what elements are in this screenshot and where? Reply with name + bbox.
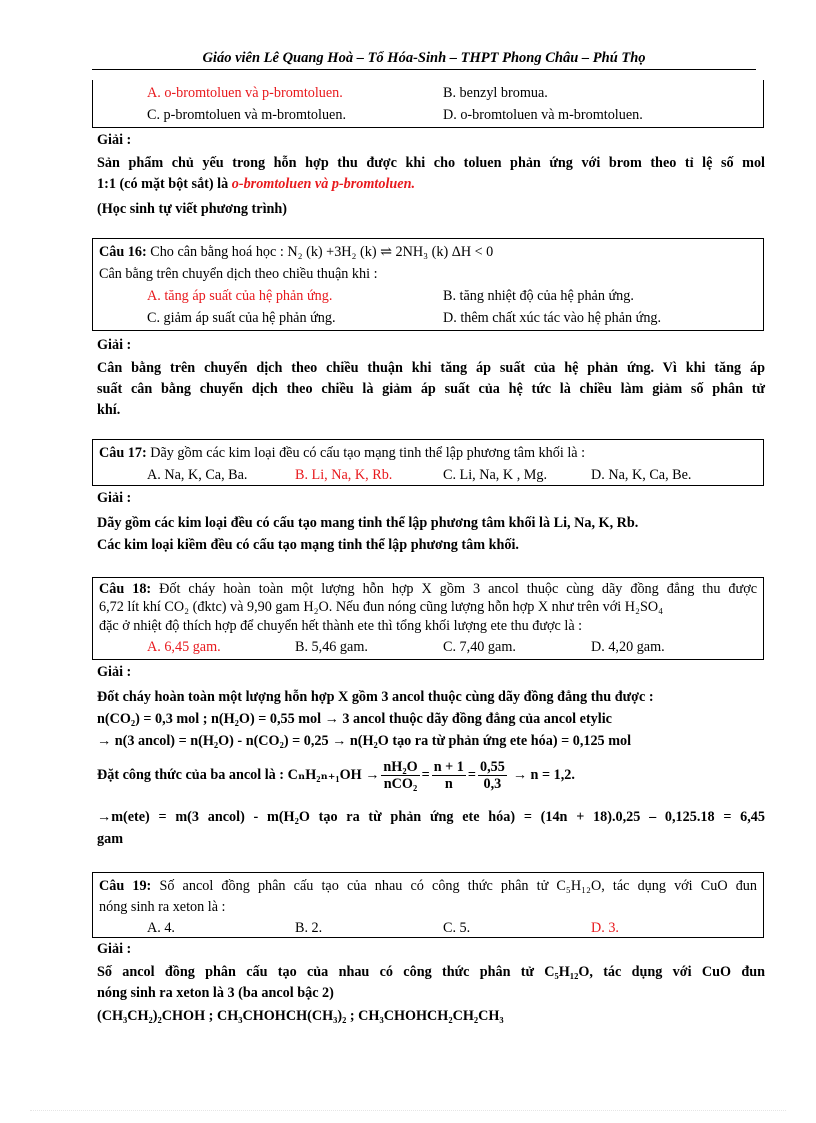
- question-15-box: [92, 80, 764, 128]
- solution-19-line: (CH₃CH₂)₂CHOH ; CH₃CHOHCH(CH₃)₂ ; CH₃CHOHCH₂CH₂CH₃: [97, 1008, 504, 1024]
- solution-16: [97, 358, 765, 421]
- fraction-denominator: 0,3: [483, 775, 502, 792]
- q16-stem: Cho cân bằng hoá học : N₂ (k) +3H₂ (k) ⇌ 2NH₃ (k) ΔH < 0: [150, 244, 494, 260]
- solution-18-line: →m(ete) = m(3 ancol) - m(H₂O tạo ra từ phản ứng ete hóa) = (14n + 18).0,25 – 0,125.18 = 6,45: [97, 809, 765, 825]
- fraction-denominator: n: [444, 775, 453, 792]
- solution-19-line: Số ancol đồng phân cấu tạo của nhau có công thức phân tử C₅H₁₂O, tác dụng với CuO đun: [97, 964, 765, 980]
- q15-option-b: B. benzyl bromua.: [443, 85, 548, 101]
- solution-16-line: Cân bằng trên chuyển dịch theo chiều thuận khi tăng áp suất của hệ phản ứng. Vì khi tăng áp: [97, 360, 765, 376]
- question-17-box: [92, 439, 764, 486]
- q18-option-b: B. 5,46 gam.: [295, 639, 368, 655]
- solution-19-label: Giải :: [97, 941, 132, 957]
- solution-18: [97, 686, 765, 850]
- question-18-box: [92, 577, 764, 660]
- equals-sign: =: [467, 766, 476, 783]
- solution-16-label: Giải :: [97, 337, 132, 353]
- q17-option-a: A. Na, K, Ca, Ba.: [147, 467, 248, 483]
- q15-option-d: D. o-bromtoluen và m-bromtoluen.: [443, 107, 643, 123]
- q16-option-c: C. giảm áp suất của hệ phản ứng.: [147, 310, 336, 326]
- solution-19: [97, 962, 765, 1028]
- solution-17: [97, 512, 765, 556]
- solution-18-line: n(CO₂) = 0,3 mol ; n(H₂O) = 0,55 mol → 3 ancol thuộc dãy đồng đẳng của ancol etylic: [97, 711, 612, 727]
- q18-option-c: C. 7,40 gam.: [443, 639, 516, 655]
- solution-16-line: suất cân bằng chuyển dịch theo chiều là giảm áp suất của hệ tức là chiều làm giảm số phân tử: [97, 381, 765, 397]
- q18-stem-line: đặc ở nhiệt độ thích hợp để chuyển hết thành ete thì tổng khối lượng ete thu được là :: [99, 618, 583, 634]
- q19-label: Câu 19:: [99, 878, 152, 894]
- solution-15-line: Sản phẩm chủ yếu trong hỗn hợp thu được khi cho toluen phản ứng với brom theo tỉ lệ số mol: [97, 155, 765, 171]
- solution-18-formula-row: [97, 752, 765, 798]
- fraction-mol-ratio: [381, 759, 419, 792]
- solution-18-line: → n(3 ancol) = n(H₂O) - n(CO₂) = 0,25 → n(H₂O tạo ra từ phản ứng ete hóa) = 0,125 mol: [97, 733, 632, 749]
- page-header: Giáo viên Lê Quang Hoà – Tổ Hóa-Sinh – THPT Phong Châu – Phú Thọ: [202, 50, 646, 66]
- q17-stem: Dãy gồm các kim loại đều có cấu tạo mạng tinh thể lập phương tâm khối là :: [150, 445, 586, 461]
- q15-option-a: A. o-bromtoluen và p-bromtoluen.: [147, 85, 343, 101]
- solution-16-line: khí.: [97, 402, 121, 418]
- solution-18-line: gam: [97, 831, 124, 847]
- q18-label: Câu 18:: [99, 581, 152, 597]
- solution-18-line: Đốt cháy hoàn toàn một lượng hỗn hợp X gồm 3 ancol thuộc cùng dãy đồng đẳng thu được :: [97, 689, 654, 705]
- solution-15-answer: o-bromtoluen và p-bromtoluen.: [231, 176, 416, 192]
- solution-18-result: → n = 1,2.: [512, 766, 575, 783]
- fraction-denominator: nCO₂: [383, 775, 418, 792]
- q18-stem-line: Đốt cháy hoàn toàn một lượng hỗn hợp X gồm 3 ancol thuộc cùng dãy đồng đẳng thu được: [159, 581, 757, 597]
- q19-option-c: C. 5.: [443, 920, 471, 936]
- q19-option-b: B. 2.: [295, 920, 323, 936]
- footer-rule: [30, 1110, 786, 1111]
- q16-label: Câu 16:: [99, 244, 147, 260]
- solution-19-line: nóng sinh ra xeton là 3 (ba ancol bậc 2): [97, 985, 334, 1001]
- fraction-numerator: 0,55: [479, 758, 505, 775]
- question-16-box: [92, 238, 764, 331]
- q17-option-b: B. Li, Na, K, Rb.: [295, 467, 393, 483]
- fraction-n-ratio: [432, 759, 466, 792]
- q18-option-d: D. 4,20 gam.: [591, 639, 665, 655]
- solution-17-line: Dãy gồm các kim loại đều có cấu tạo mang tinh thể lập phương tâm khối là Li, Na, K, Rb.: [97, 515, 639, 531]
- solution-17-line: Các kim loại kiềm đều có cấu tạo mạng tinh thể lập phương tâm khối.: [97, 537, 519, 553]
- solution-18-label: Giải :: [97, 664, 132, 680]
- q16-option-b: B. tăng nhiệt độ của hệ phản ứng.: [443, 288, 634, 304]
- fraction-value: [478, 759, 507, 792]
- q19-option-a: A. 4.: [147, 920, 175, 936]
- solution-18-formula-text: Đặt công thức của ba ancol là : CₙH₂ₙ₊₁OH →: [97, 766, 380, 783]
- fraction-numerator: nH₂O: [383, 758, 418, 775]
- solution-15: [97, 153, 765, 220]
- q16-option-d: D. thêm chất xúc tác vào hệ phản ứng.: [443, 310, 662, 326]
- fraction-numerator: n + 1: [433, 758, 464, 775]
- solution-15-note: (Học sinh tự viết phương trình): [97, 201, 288, 217]
- equals-sign: =: [421, 766, 430, 783]
- q19-stem-line: nóng sinh ra xeton là :: [99, 899, 226, 915]
- solution-15-label: Giải :: [97, 132, 132, 148]
- solution-15-line: 1:1 (có mặt bột sắt) là: [97, 176, 232, 192]
- q16-option-a: A. tăng áp suất của hệ phản ứng.: [147, 288, 333, 304]
- q19-stem-line: Số ancol đồng phân cấu tạo của nhau có công thức phân tử C₅H₁₂O, tác dụng với CuO đun: [159, 878, 757, 894]
- q18-stem-line: 6,72 lít khí CO₂ (đktc) và 9,90 gam H₂O. Nếu đun nóng cũng lượng hỗn hợp X như trên với H₂SO₄: [99, 599, 664, 615]
- header-rule: [92, 69, 756, 70]
- question-19-box: [92, 872, 764, 938]
- q16-line2: Cân bằng trên chuyển dịch theo chiều thuận khi :: [99, 266, 378, 282]
- solution-17-label: Giải :: [97, 490, 132, 506]
- q17-label: Câu 17:: [99, 445, 147, 461]
- q18-option-a: A. 6,45 gam.: [147, 639, 221, 655]
- q15-option-c: C. p-bromtoluen và m-bromtoluen.: [147, 107, 346, 123]
- q19-option-d: D. 3.: [591, 920, 619, 936]
- q17-option-c: C. Li, Na, K , Mg.: [443, 467, 548, 483]
- q17-option-d: D. Na, K, Ca, Be.: [591, 467, 692, 483]
